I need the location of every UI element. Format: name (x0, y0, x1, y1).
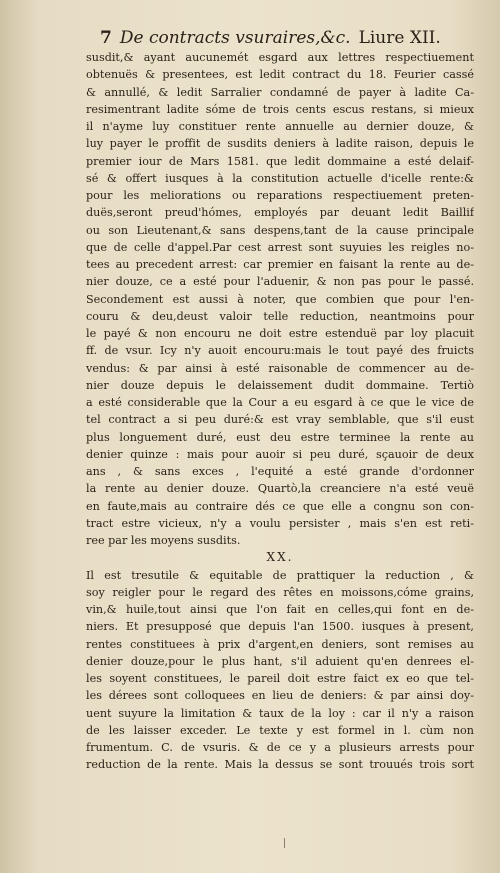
text-line: de les laisser exceder. Le texte y est formel in l. cùm non (86, 723, 474, 737)
text-line: pour les meliorations ou reparations respectiuement preten- (86, 189, 474, 202)
text-line: les dérees sont colloquees en lieu de deniers: & par ainsi doy- (86, 689, 474, 703)
text-line: Il est tresutile & equitable de prattiquer la reduction , & (86, 568, 474, 582)
text-line: resimentrant ladite sóme de trois cents escus restans, si mieux (86, 102, 474, 116)
text-line: sé & offert iusques à la constitution actuelle d'icelle rente:& (86, 171, 474, 185)
text-line: tel contract a si peu duré:& est vray semblable, que s'il eust (86, 413, 474, 427)
text-line: il n'ayme luy constituer rente annuelle au dernier douze, & (86, 120, 474, 133)
text-line: susdit,& ayant aucunemét esgard aux lettres respectiuement (86, 51, 474, 64)
text-line: & annullé, & ledit Sarralier condamné de payer à ladite Ca- (86, 85, 474, 99)
text-line: denier douze,pour le plus hant, s'il aduient qu'en denrees el- (86, 654, 474, 668)
text-line: soy reigler pour le regard des rêtes en moissons,cóme grains, (86, 585, 474, 599)
section-heading: XX. (266, 550, 294, 565)
text-line: luy payer le proffit de susdits deniers à ladite raison, depuis le (86, 137, 474, 151)
text-line: premier iour de Mars 1581. que ledit dommaine a esté delaif- (86, 154, 474, 168)
text-line: couru & deu,deust valoir telle reduction, neantmoins pour (86, 309, 474, 323)
running-title: De contracts vsuraires,&c. (119, 28, 351, 48)
text-line: a esté considerable que la Cour a eu esgard à ce que le vice de (86, 396, 474, 409)
text-line: frumentum. C. de vsuris. & de ce y a plusieurs arrests pour (86, 741, 474, 754)
text-line: denier quinze : mais pour auoir si peu duré, sçauoir de deux (86, 447, 474, 461)
text-line: duës,seront preud'hómes, employés par deuant ledit Baillif (86, 206, 474, 220)
text-line: uent suyure la limitation & taux de la loy : car il n'y a raison (86, 706, 474, 720)
page-number: 7 (100, 28, 112, 48)
text-line: vendus: & par ainsi à esté raisonable de commencer au de- (86, 361, 474, 375)
text-line: la rente au denier douze. Quartò,la creanciere n'a esté veuë (86, 482, 474, 496)
gutter-mark (284, 838, 285, 848)
text-line: tract estre vicieux, n'y a voulu persister , mais s'en est reti- (86, 516, 474, 530)
text-line: tees au precedent arrest: car premier en faisant la rente au de- (86, 258, 474, 271)
text-line: nier douze, ce a esté pour l'aduenir, & non pas pour le passé. (86, 275, 474, 289)
text-line: les soyent constituees, le pareil doit estre faict ex eo que tel- (86, 672, 474, 685)
text-line: obtenuës & presentees, est ledit contract du 18. Feurier cassé (86, 68, 474, 82)
paragraph-1 (86, 49, 474, 549)
paragraph-2 (86, 567, 474, 774)
book-number: Liure XII. (358, 28, 441, 48)
text-line: rentes constituees à prix d'argent,en deniers, sont remises au (86, 637, 474, 651)
text-line: le payé & non encouru ne doit estre estenduë par loy placuit (86, 327, 474, 340)
text-line: ans , & sans exces , l'equité a esté grande d'ordonner (86, 465, 474, 478)
text-line: ff. de vsur. Icy n'y auoit encouru:mais le tout payé des fruicts (86, 344, 474, 358)
text-line: nier douze depuis le delaissement dudit dommaine. Tertiò (86, 378, 474, 392)
text-line: niers. Et presupposé que depuis l'an 1500. iusques à present, (86, 620, 474, 634)
text-line: Secondement est aussi à noter, que combien que pour l'en- (86, 292, 474, 306)
text-line: vin,& huile,tout ainsi que l'on fait en celles,qui font en de- (86, 603, 474, 616)
text-line: plus longuement duré, eust deu estre terminee la rente au (86, 430, 474, 444)
body-text (86, 49, 474, 774)
text-line: ree par les moyens susdits. (86, 534, 241, 547)
text-line: en faute,mais au contraire dés ce que elle a congnu son con- (86, 499, 474, 513)
text-line: que de celle d'appel.Par cest arrest sont suyuies les reigles no- (86, 240, 474, 254)
text-line: reduction de la rente. Mais la dessus se sont trouués trois sort (86, 758, 474, 772)
running-header (100, 28, 440, 48)
text-line: ou son Lieutenant,& sans despens,tant de la cause principale (86, 223, 474, 237)
